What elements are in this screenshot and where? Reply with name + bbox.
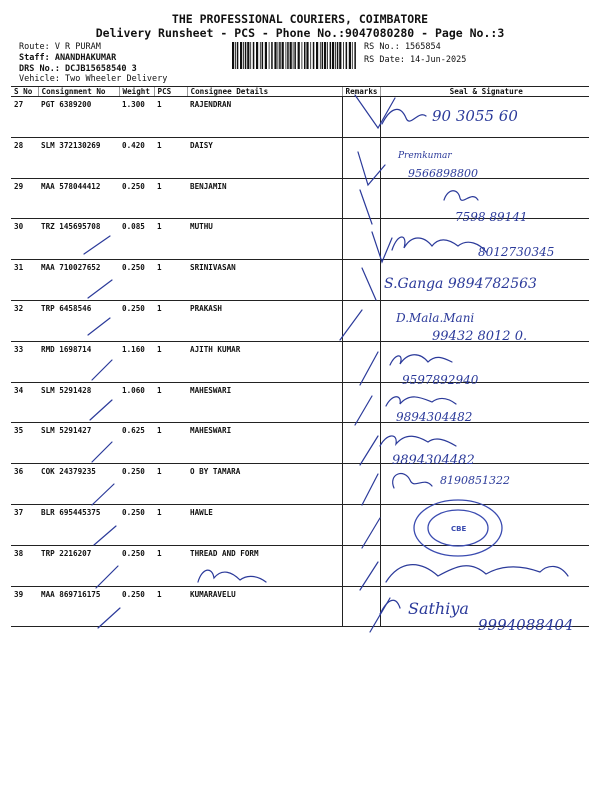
signature-28-phone: 9566898800 (408, 167, 478, 180)
barcode-bar (343, 42, 344, 69)
col-weight: Weight (119, 87, 154, 97)
cell-consignment: TRZ 145695708 (38, 219, 119, 260)
cell-remarks (342, 423, 380, 464)
cell-sno: 39 (11, 586, 38, 627)
cell-pcs: 1 (154, 382, 187, 423)
cell-remarks (342, 97, 380, 138)
barcode-bar (349, 42, 351, 69)
cell-remarks (342, 260, 380, 301)
staff-label: Staff: ANANDHAKUMAR (19, 53, 117, 63)
table-row (11, 464, 589, 505)
barcode-bar (332, 42, 334, 69)
barcode-bar (330, 42, 332, 69)
cell-remarks (342, 545, 380, 586)
cell-sno: 35 (11, 423, 38, 464)
barcode-bar (304, 42, 306, 69)
barcode-bar (310, 42, 311, 69)
signature-30: 8012730345 (478, 245, 555, 259)
cell-signature (380, 504, 589, 545)
barcode-bar (316, 42, 318, 69)
signature-32-phone: 99432 8012 0. (432, 329, 528, 344)
cell-pcs: 1 (154, 423, 187, 464)
barcode-bar (327, 42, 328, 69)
cell-consignee: HAWLE (187, 504, 342, 545)
cell-weight: 0.250 (119, 545, 154, 586)
barcode-bar (278, 42, 279, 69)
col-consignee: Consignee Details (187, 87, 342, 97)
barcode-bar (293, 42, 294, 69)
cell-consignment: MAA 869716175 (38, 586, 119, 627)
barcode-bar (286, 42, 287, 69)
table-row (11, 504, 589, 545)
cell-signature (380, 341, 589, 382)
cell-consignee: MAHESWARI (187, 382, 342, 423)
barcode-bar (335, 42, 336, 69)
table-row (11, 382, 589, 423)
cell-remarks (342, 219, 380, 260)
runsheet-table (11, 86, 589, 627)
table-row (11, 219, 589, 260)
cell-sno: 34 (11, 382, 38, 423)
cell-consignee: KUMARAVELU (187, 586, 342, 627)
table-body (11, 97, 589, 627)
cell-consignee: BENJAMIN (187, 178, 342, 219)
cell-signature (380, 464, 589, 505)
barcode-bar (256, 42, 258, 69)
table-header-row (11, 87, 589, 97)
cell-signature (380, 178, 589, 219)
barcode-bar (352, 42, 353, 69)
table-row (11, 178, 589, 219)
cell-weight: 0.085 (119, 219, 154, 260)
signature-35: 9894304482 (392, 453, 475, 468)
cell-consignment: BLR 695445375 (38, 504, 119, 545)
barcode-bar (298, 42, 300, 69)
cell-sno: 33 (11, 341, 38, 382)
cell-sno: 37 (11, 504, 38, 545)
cell-sno: 32 (11, 300, 38, 341)
barcode-bar (290, 42, 292, 69)
cell-remarks (342, 137, 380, 178)
cell-consignee: THREAD AND FORM (187, 545, 342, 586)
cell-signature (380, 137, 589, 178)
cell-weight: 1.060 (119, 382, 154, 423)
cell-sno: 31 (11, 260, 38, 301)
signature-39-phone: 9994088404 (478, 616, 574, 634)
cell-consignee: MUTHU (187, 219, 342, 260)
cell-remarks (342, 178, 380, 219)
cell-consignment: SLM 372130269 (38, 137, 119, 178)
cell-consignee: SRINIVASAN (187, 260, 342, 301)
cell-pcs: 1 (154, 464, 187, 505)
cell-sno: 38 (11, 545, 38, 586)
cell-consignment: PGT 6389200 (38, 97, 119, 138)
barcode-bar (294, 42, 296, 69)
cell-weight: 0.250 (119, 300, 154, 341)
barcode-bar (339, 42, 341, 69)
cell-remarks (342, 382, 380, 423)
cell-weight: 0.625 (119, 423, 154, 464)
drs-number: DRS No.: DCJB15658540 3 (19, 64, 137, 74)
cell-remarks (342, 464, 380, 505)
cell-pcs: 1 (154, 178, 187, 219)
cell-sno: 36 (11, 464, 38, 505)
cell-consignment: SLM 5291428 (38, 382, 119, 423)
cell-weight: 0.250 (119, 178, 154, 219)
barcode-bar (279, 42, 281, 69)
cell-consignee: RAJENDRAN (187, 97, 342, 138)
col-remarks: Remarks (342, 87, 380, 97)
cell-consignment: SLM 5291427 (38, 423, 119, 464)
col-signature: Seal & Signature (380, 87, 589, 97)
barcode-bar (260, 42, 261, 69)
cell-consignment: MAA 578044412 (38, 178, 119, 219)
cell-weight: 0.250 (119, 260, 154, 301)
table-row (11, 586, 589, 627)
cell-remarks (342, 504, 380, 545)
table-row (11, 260, 589, 301)
cell-remarks (342, 341, 380, 382)
cell-consignee: MAHESWARI (187, 423, 342, 464)
cell-consignment: TRP 6458546 (38, 300, 119, 341)
cell-pcs: 1 (154, 260, 187, 301)
cell-consignee: O BY TAMARA (187, 464, 342, 505)
cell-sno: 28 (11, 137, 38, 178)
cell-signature (380, 586, 589, 627)
cell-weight: 0.250 (119, 464, 154, 505)
barcode-bar (265, 42, 267, 69)
col-sno: S No (11, 87, 38, 97)
signature-36: 8190851322 (440, 474, 510, 487)
cell-weight: 1.300 (119, 97, 154, 138)
barcode-bar (232, 42, 234, 69)
table-row (11, 545, 589, 586)
barcode-bar (346, 42, 348, 69)
cell-signature (380, 382, 589, 423)
barcode-bar (302, 42, 303, 69)
table-row (11, 97, 589, 138)
cell-consignee: PRAKASH (187, 300, 342, 341)
route-label: Route: V R PURAM (19, 42, 101, 52)
barcode-bar (247, 42, 249, 69)
cell-signature (380, 219, 589, 260)
cell-consignment: RMD 1698714 (38, 341, 119, 382)
barcode-bar (324, 42, 326, 69)
cell-signature (380, 423, 589, 464)
barcode-bar (271, 42, 273, 69)
signature-27: 90 3055 60 (432, 107, 518, 125)
barcode-bar (253, 42, 255, 69)
cell-remarks (342, 586, 380, 627)
barcode-bar (237, 42, 239, 69)
signature-28-name: Premkumar (398, 151, 452, 161)
barcode-bar (240, 42, 242, 69)
signature-34: 9894304482 (396, 410, 473, 424)
barcode-bar (287, 42, 289, 69)
barcode-bar (337, 42, 339, 69)
barcode-bar (354, 42, 356, 69)
cell-consignee: AJITH KUMAR (187, 341, 342, 382)
table-row (11, 423, 589, 464)
rs-number: RS No.: 1565854 (364, 42, 441, 52)
barcode-bar (245, 42, 247, 69)
signature-39-name: Sathiya (408, 599, 469, 618)
cell-consignment: MAA 710027652 (38, 260, 119, 301)
cell-weight: 1.160 (119, 341, 154, 382)
cell-signature (380, 97, 589, 138)
cell-pcs: 1 (154, 219, 187, 260)
cell-sno: 27 (11, 97, 38, 138)
barcode-bar (262, 42, 264, 69)
barcode-bar (274, 42, 276, 69)
cell-remarks (342, 300, 380, 341)
barcode-bar (235, 42, 236, 69)
table-row (11, 300, 589, 341)
signature-29: 7598 89141 (455, 210, 528, 224)
signature-31: S.Ganga 9894782563 (384, 276, 537, 292)
cell-signature (380, 300, 589, 341)
barcode (232, 42, 356, 69)
document-subtitle: Delivery Runsheet - PCS - Phone No.:9047080280 - Page No.:3 (95, 26, 505, 40)
signature-32-name: D.Mala.Mani (396, 311, 475, 325)
cell-pcs: 1 (154, 504, 187, 545)
barcode-bar (306, 42, 308, 69)
cell-consignment: TRP 2216207 (38, 545, 119, 586)
barcode-bar (322, 42, 324, 69)
barcode-bar (320, 42, 321, 69)
stamp-text: CBE (451, 525, 467, 533)
cell-consignment: COK 24379235 (38, 464, 119, 505)
cell-pcs: 1 (154, 137, 187, 178)
cell-pcs: 1 (154, 97, 187, 138)
table-row (11, 341, 589, 382)
barcode-bar (282, 42, 284, 69)
vehicle-label: Vehicle: Two Wheeler Delivery (19, 74, 168, 84)
barcode-bar (250, 42, 251, 69)
cell-consignee: DAISY (187, 137, 342, 178)
cell-signature (380, 545, 589, 586)
col-pcs: PCS (154, 87, 187, 97)
barcode-bar (243, 42, 244, 69)
cell-sno: 30 (11, 219, 38, 260)
signature-33: 9597892940 (402, 373, 479, 387)
barcode-bar (269, 42, 270, 69)
cell-pcs: 1 (154, 341, 187, 382)
cell-pcs: 1 (154, 545, 187, 586)
barcode-bar (313, 42, 315, 69)
cell-weight: 0.250 (119, 504, 154, 545)
table-row (11, 137, 589, 178)
cell-weight: 0.250 (119, 586, 154, 627)
cell-pcs: 1 (154, 300, 187, 341)
rs-date: RS Date: 14-Jun-2025 (364, 55, 467, 65)
document-title: THE PROFESSIONAL COURIERS, COIMBATORE (171, 12, 429, 26)
col-consignment: Consignment No (38, 87, 119, 97)
cell-sno: 29 (11, 178, 38, 219)
cell-signature (380, 260, 589, 301)
cell-pcs: 1 (154, 586, 187, 627)
cell-weight: 0.420 (119, 137, 154, 178)
